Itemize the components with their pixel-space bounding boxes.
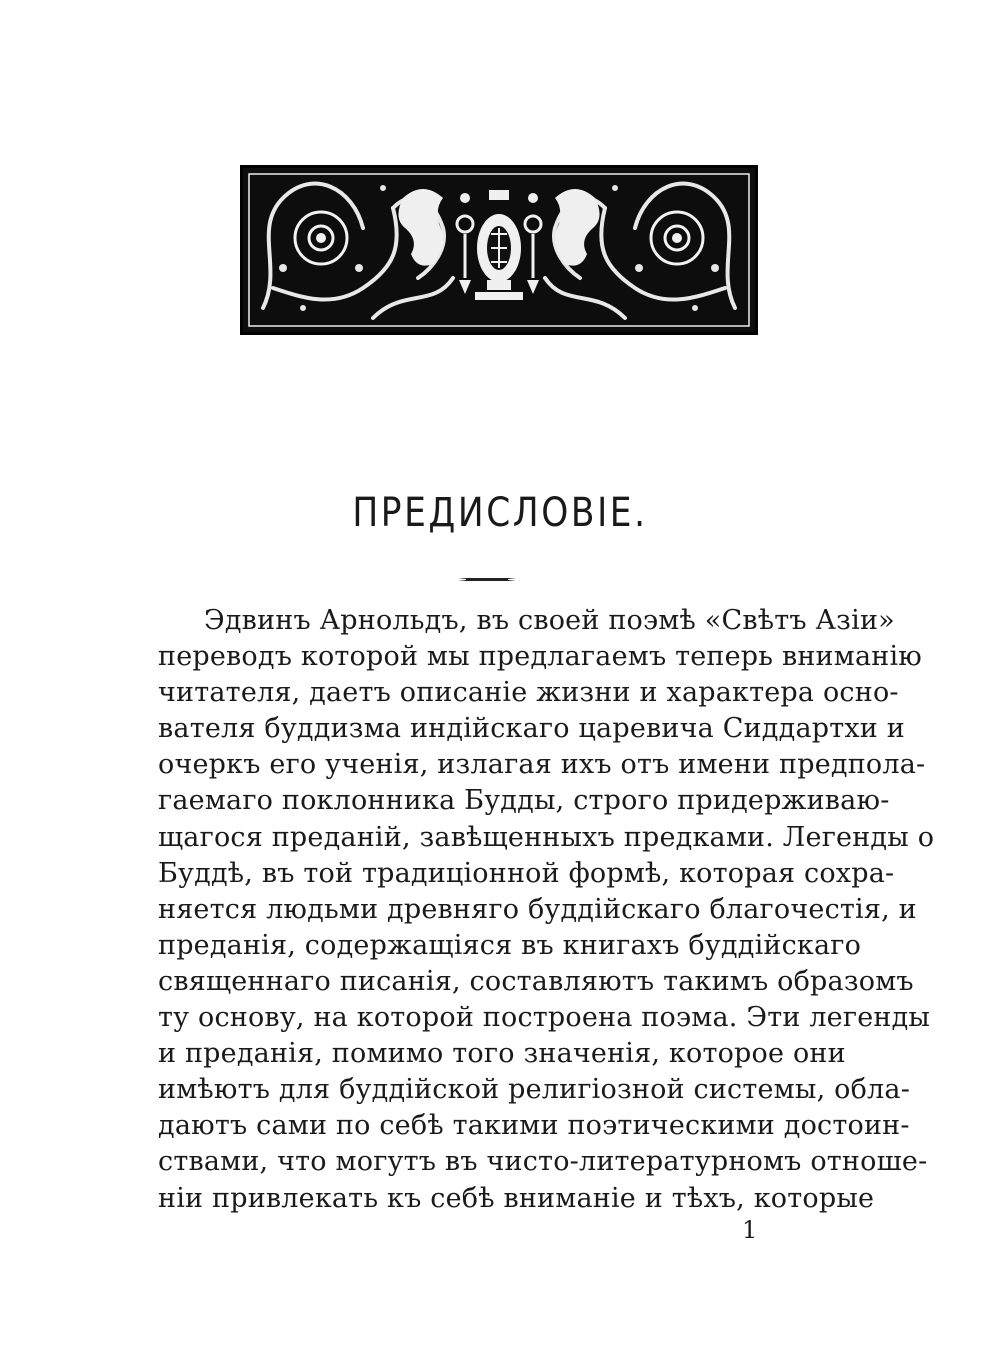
text-line: имѣютъ для буддійской религіозной системы, обла- [158, 1074, 911, 1106]
ornamental-headpiece-icon [240, 165, 758, 335]
text-line: ніи привлекать къ себѣ вниманіе и тѣхъ, которые [158, 1182, 875, 1214]
preface-paragraph [158, 603, 935, 1217]
text-line: гаемаго поклонника Будды, строго придерживаю- [158, 785, 890, 817]
text-line: щагося преданій, завѣщенныхъ предками. Легенды о [158, 821, 935, 853]
text-line: священнаго писанія, составляютъ такимъ образомъ [158, 965, 914, 997]
title-divider [452, 578, 522, 581]
headpiece-ornament-svg [243, 168, 755, 332]
text-line: преданія, содержащіяся въ книгахъ буддійскаго [158, 929, 862, 961]
text-line: вателя буддизма индійскаго царевича Сиддартхи и [158, 713, 905, 745]
text-line: Буддѣ, въ той традиціонной формѣ, которая сохра- [158, 857, 895, 889]
text-line: очеркъ его ученія, излагая ихъ отъ имени предпола- [158, 749, 926, 781]
text-line: няется людьми древняго буддійскаго благочестія, и [158, 893, 917, 925]
page-title: ПРЕДИСЛОВІЕ. [352, 490, 648, 536]
text-line: даютъ сами по себѣ такими поэтическими достоин- [158, 1110, 910, 1142]
text-line: и преданія, помимо того значенія, которое они [158, 1038, 846, 1070]
text-line: ту основу, на которой построена поэма. Эти легенды [158, 1002, 931, 1034]
text-line: читателя, даетъ описаніе жизни и характера осно- [158, 677, 899, 709]
text-line: переводъ которой мы предлагаемъ теперь вниманію [158, 641, 922, 673]
text-line: Эдвинъ Арнольдъ, въ своей поэмѣ «Свѣтъ Азіи» [204, 605, 895, 636]
page-number: 1 [742, 1216, 758, 1244]
text-line: ствами, что могутъ въ чисто-литературномъ отноше- [158, 1146, 928, 1178]
